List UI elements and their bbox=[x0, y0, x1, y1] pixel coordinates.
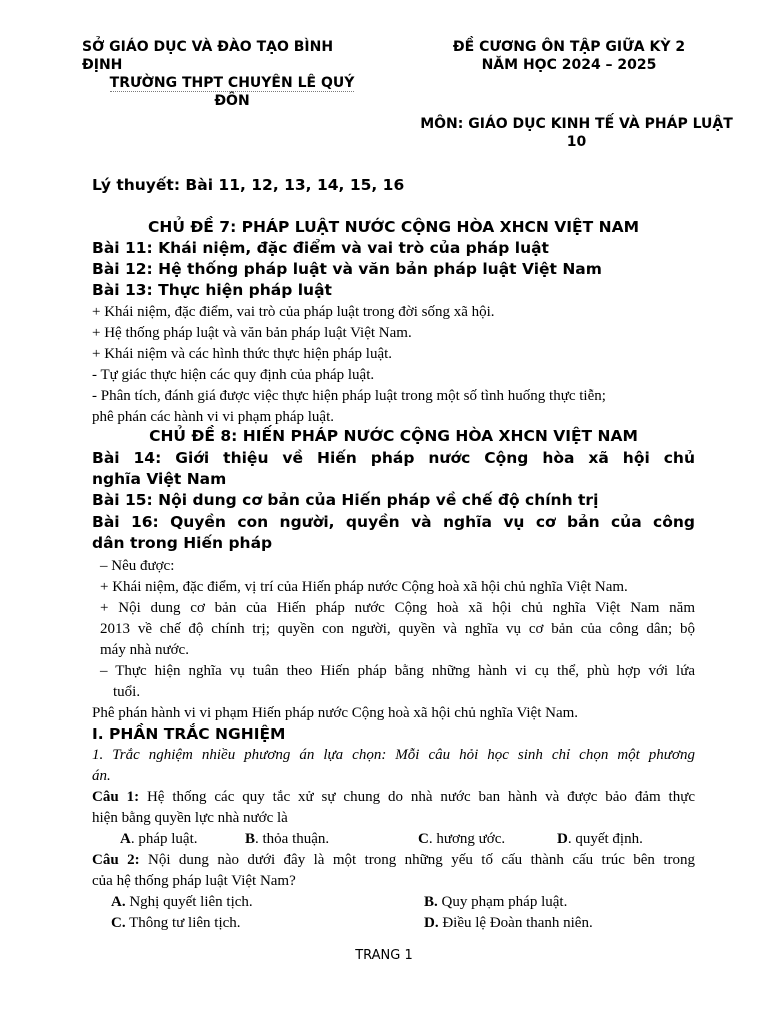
theory-line: Lý thuyết: Bài 11, 12, 13, 14, 15, 16 bbox=[92, 176, 405, 194]
lesson-14: Bài 14: Giới thiệu về Hiến pháp nước Cộng hòa xã hội chủ bbox=[92, 449, 695, 467]
list-item: phê phán các hành vi vi phạm pháp luật. bbox=[92, 409, 335, 425]
question-label: Câu 2: bbox=[92, 852, 140, 868]
q1-option-c[interactable]: C. hương ước. bbox=[418, 831, 506, 847]
subject-heading: MÔN: GIÁO DỤC KINH TẾ VÀ PHÁP LUẬT 10 bbox=[420, 116, 733, 150]
q2-option-a[interactable]: A. Nghị quyết liên tịch. bbox=[111, 894, 253, 910]
question-label: Câu 1: bbox=[92, 789, 140, 805]
lesson-16-cont: dân trong Hiến pháp bbox=[92, 534, 273, 552]
lesson-12: Bài 12: Hệ thống pháp luật và văn bản pháp luật Việt Nam bbox=[92, 260, 602, 278]
criticism-line: Phê phán hành vi vi phạm Hiến pháp nước Cộng hoà xã hội chủ nghĩa Việt Nam. bbox=[92, 705, 579, 721]
school-year: NĂM HỌC 2024 – 2025 bbox=[481, 57, 657, 73]
list-item: 2013 về chế độ chính trị; quyền con người, quyền và nghĩa vụ cơ bản của công dân; bộ bbox=[100, 621, 695, 637]
question-text: Nội dung nào dưới đây là một trong những yếu tố cấu thành cấu trúc bên trong bbox=[139, 852, 696, 868]
list-item: – Nêu được: bbox=[100, 558, 175, 574]
q2-option-d[interactable]: D. Điều lệ Đoàn thanh niên. bbox=[424, 915, 593, 931]
question-text-cont: của hệ thống pháp luật Việt Nam? bbox=[92, 873, 296, 889]
list-item: – Thực hiện nghĩa vụ tuân theo Hiến pháp bằng những hành vi cụ thể, phù hợp với lứa bbox=[100, 663, 695, 679]
q2-option-c[interactable]: C. Thông tư liên tịch. bbox=[111, 915, 241, 931]
q1-option-b[interactable]: B. thỏa thuận. bbox=[245, 831, 330, 847]
department-name: SỞ GIÁO DỤC VÀ ĐÀO TẠO BÌNH bbox=[82, 39, 334, 55]
section-instructions: 1. Trắc nghiệm nhiều phương án lựa chọn: Mỗi câu hỏi học sinh chỉ chọn một phương án. bbox=[92, 747, 695, 784]
lesson-13: Bài 13: Thực hiện pháp luật bbox=[92, 281, 332, 299]
topic7-title: CHỦ ĐỀ 7: PHÁP LUẬT NƯỚC CỘNG HÒA XHCN VIỆT NAM bbox=[147, 218, 640, 236]
question-1 bbox=[92, 787, 695, 829]
topic8-points bbox=[100, 556, 695, 703]
topic7-points bbox=[92, 302, 702, 428]
document-title: ĐỀ CƯƠNG ÔN TẬP GIỮA KỲ 2 bbox=[452, 39, 686, 55]
header-left bbox=[82, 38, 382, 110]
school-name-cont: ĐÔN bbox=[214, 93, 250, 109]
list-item: + Khái niệm, đặc điểm, vai trò của pháp luật trong đời sống xã hội. bbox=[92, 304, 495, 320]
list-item: - Phân tích, đánh giá được việc thực hiện pháp luật trong một số tình huống thực tiễn; bbox=[92, 388, 606, 404]
q2-option-b[interactable]: B. Quy phạm pháp luật. bbox=[424, 894, 568, 910]
list-item: + Khái niệm và các hình thức thực hiện pháp luật. bbox=[92, 346, 393, 362]
lesson-14-cont: nghĩa Việt Nam bbox=[92, 470, 227, 488]
question-2 bbox=[92, 850, 695, 892]
section-title: I. PHẦN TRẮC NGHIỆM bbox=[92, 725, 286, 743]
lesson-15: Bài 15: Nội dung cơ bản của Hiến pháp về chế độ chính trị bbox=[92, 491, 599, 509]
list-item: + Nội dung cơ bản của Hiến pháp nước Cộng hoà xã hội chủ nghĩa Việt Nam năm bbox=[100, 600, 695, 616]
list-item: - Tự giác thực hiện các quy định của pháp luật. bbox=[92, 367, 375, 383]
q1-option-d[interactable]: D. quyết định. bbox=[557, 831, 643, 847]
list-item: máy nhà nước. bbox=[100, 642, 189, 658]
list-item: tuổi. bbox=[113, 684, 141, 700]
lesson-16: Bài 16: Quyền con người, quyền và nghĩa vụ cơ bản của công bbox=[92, 513, 695, 531]
q1-option-a[interactable]: A. pháp luật. bbox=[120, 831, 198, 847]
lesson-11: Bài 11: Khái niệm, đặc điểm và vai trò của pháp luật bbox=[92, 239, 549, 257]
list-item: + Hệ thống pháp luật và văn bản pháp luật Việt Nam. bbox=[92, 325, 412, 341]
list-item: + Khái niệm, đặc điểm, vị trí của Hiến pháp nước Cộng hoà xã hội chủ nghĩa Việt Nam. bbox=[100, 579, 628, 595]
topic8-title: CHỦ ĐỀ 8: HIẾN PHÁP NƯỚC CỘNG HÒA XHCN VIỆT NAM bbox=[149, 427, 638, 445]
header-right bbox=[400, 38, 738, 74]
department-name-cont: ĐỊNH bbox=[82, 57, 123, 73]
question-text: Hệ thống các quy tắc xử sự chung do nhà nước ban hành và được bảo đảm thực bbox=[139, 789, 695, 805]
page-number: TRANG 1 bbox=[355, 948, 413, 963]
school-name: TRƯỜNG THPT CHUYÊN LÊ QUÝ bbox=[109, 75, 355, 91]
question-text-cont: hiện bằng quyền lực nhà nước là bbox=[92, 810, 288, 826]
